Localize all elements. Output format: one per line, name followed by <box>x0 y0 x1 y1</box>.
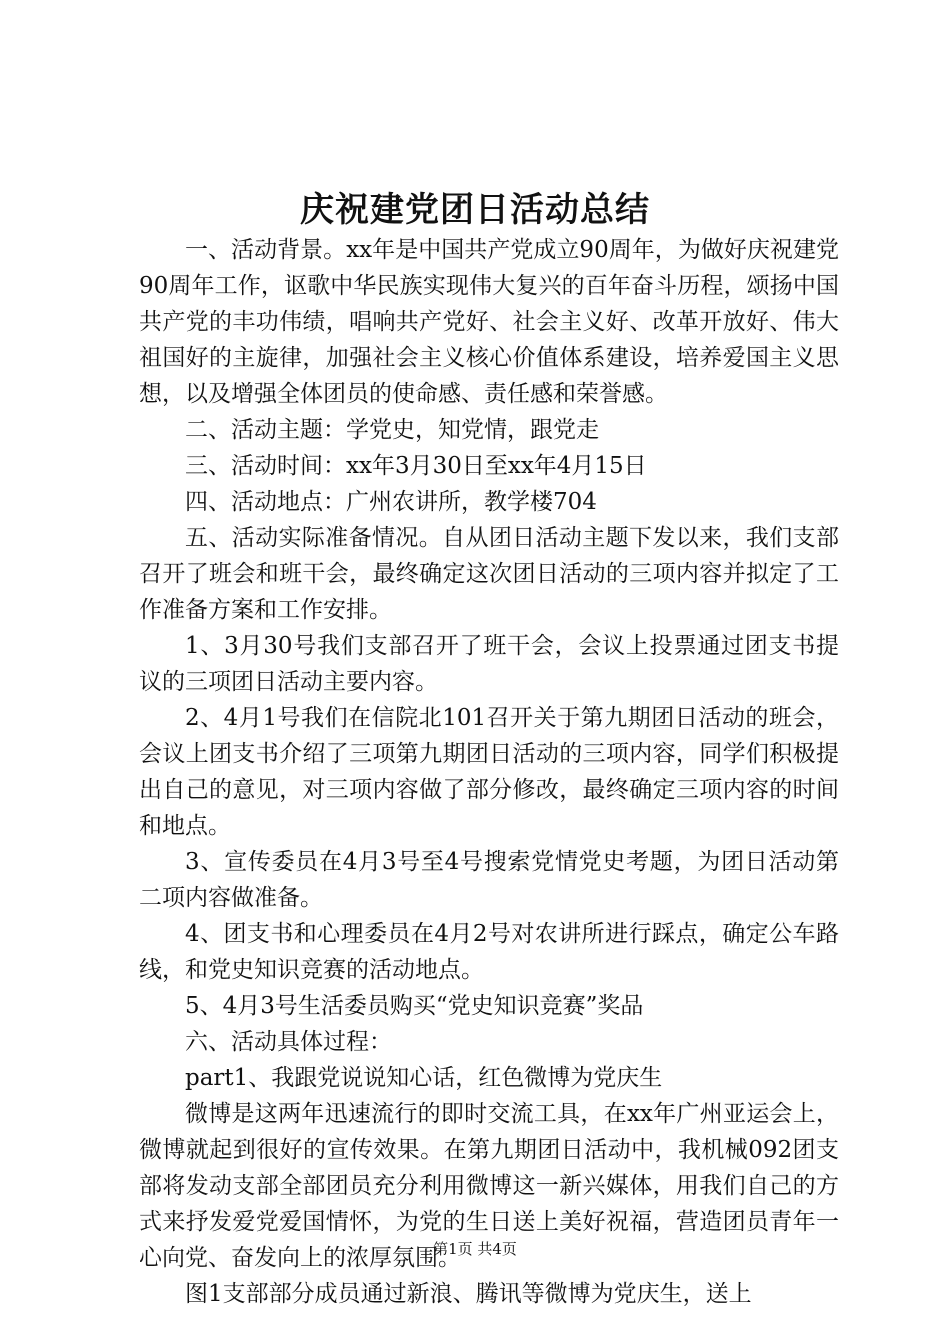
paragraph-prep-item-2: 2、4月1号我们在信院北101召开关于第九期团日活动的班会，会议上团支书介绍了三项第九期团日活动的三项内容，同学们积极提出自己的意见，对三项内容做了部分修改，最终确定三项内容的时间和地点。 <box>139 705 839 839</box>
paragraph-theme: 二、活动主题：学党史，知党情，跟党走 <box>185 417 599 443</box>
paragraph-process-heading: 六、活动具体过程： <box>185 1029 392 1055</box>
document-title: 庆祝建党团日活动总结 <box>300 190 650 230</box>
paragraph-part1-heading: part1、我跟党说说知心话，红色微博为党庆生 <box>185 1065 663 1091</box>
page-footer: 第1页 共4页 <box>433 1240 517 1258</box>
paragraph-preparation: 五、活动实际准备情况。自从团日活动主题下发以来，我们支部召开了班会和班干会，最终确定这次团日活动的三项内容并拟定了工作准备方案和工作安排。 <box>139 525 839 623</box>
paragraph-prep-item-4: 4、团支书和心理委员在4月2号对农讲所进行踩点，确定公车路线，和党史知识竞赛的活动地点。 <box>139 921 839 983</box>
paragraph-weibo: 微博是这两年迅速流行的即时交流工具，在xx年广州亚运会上，微博就起到很好的宣传效果。在第九期团日活动中，我机械092团支部将发动支部全部团员充分利用微博这一新兴媒体，用我们自己的方式来抒发爱党爱国情怀，为党的生日送上美好祝福，营造团员青年一心向党、奋发向上的浓厚氛围。 <box>139 1101 839 1271</box>
document-body <box>139 232 839 1312</box>
paragraph-prep-item-5: 5、4月3号生活委员购买“党史知识竞赛”奖品 <box>185 993 644 1019</box>
paragraph-location: 四、活动地点：广州农讲所，教学楼704 <box>185 489 597 515</box>
paragraph-prep-item-1: 1、3月30号我们支部召开了班干会，会议上投票通过团支书提议的三项团日活动主要内容。 <box>139 633 839 695</box>
paragraph-prep-item-3: 3、宣传委员在4月3号至4号搜索党情党史考题，为团日活动第二项内容做准备。 <box>139 849 839 911</box>
paragraph-figure-1: 图1支部部分成员通过新浪、腾讯等微博为党庆生，送上 <box>185 1281 752 1307</box>
paragraph-time: 三、活动时间：xx年3月30日至xx年4月15日 <box>185 453 647 479</box>
paragraph-background: 一、活动背景。xx年是中国共产党成立90周年，为做好庆祝建党90周年工作，讴歌中华民族实现伟大复兴的百年奋斗历程，颂扬中国共产党的丰功伟绩，唱响共产党好、社会主义好、改革开放好、伟大祖国好的主旋律，加强社会主义核心价值体系建设，培养爱国主义思想，以及增强全体团员的使命感、责任感和荣誉感。 <box>139 237 839 407</box>
